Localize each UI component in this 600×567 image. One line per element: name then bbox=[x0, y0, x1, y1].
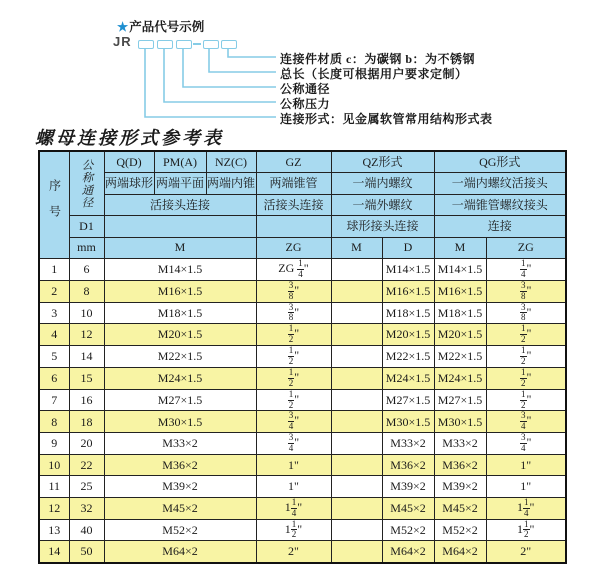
cell-qg-m: M39×2 bbox=[434, 476, 486, 497]
cell-qz-m bbox=[331, 346, 382, 368]
cell-m: M36×2 bbox=[104, 454, 256, 475]
cell-gz: $\frac{1}{2}$ " bbox=[256, 367, 331, 389]
cell-qz-d: M16×1.5 bbox=[382, 280, 434, 302]
table-row bbox=[39, 346, 566, 368]
table-row bbox=[39, 541, 566, 563]
cell-m: M16×1.5 bbox=[104, 280, 256, 302]
label-material: 连接件材质 c：为碳钢 b：为不锈钢 bbox=[280, 52, 476, 66]
cell-qz-d: M45×2 bbox=[382, 497, 434, 519]
connector-line bbox=[164, 47, 276, 102]
header-m: M bbox=[104, 237, 256, 258]
code-box-3 bbox=[176, 40, 192, 49]
header-qz-desc2: 一端外螺纹 bbox=[331, 194, 434, 215]
cell-m: M14×1.5 bbox=[104, 258, 256, 280]
cell-seq: 10 bbox=[39, 454, 69, 475]
label-total-length: 总长（长度可根据用户要求定制） bbox=[280, 67, 468, 81]
cell-seq: 8 bbox=[39, 411, 69, 433]
connector-line bbox=[183, 47, 276, 87]
cell-qz-m bbox=[331, 519, 382, 541]
cell-seq: 7 bbox=[39, 389, 69, 411]
table-row bbox=[39, 302, 566, 324]
table-row bbox=[39, 324, 566, 346]
cell-qg-m: M30×1.5 bbox=[434, 411, 486, 433]
header-qz-d: D bbox=[382, 237, 434, 258]
header-col-nz: NZ(C) bbox=[206, 151, 256, 173]
cell-qz-d: M14×1.5 bbox=[382, 258, 434, 280]
cell-m: M30×1.5 bbox=[104, 411, 256, 433]
cell-qz-d: M24×1.5 bbox=[382, 367, 434, 389]
cell-gz: 1 $\frac{1}{4}$ " bbox=[256, 497, 331, 519]
cell-qg-m: M22×1.5 bbox=[434, 346, 486, 368]
code-dash bbox=[193, 43, 201, 45]
cell-qg-zg: $\frac{1}{2}$ " bbox=[486, 324, 566, 346]
cell-qz-m bbox=[331, 389, 382, 411]
cell-m: M24×1.5 bbox=[104, 367, 256, 389]
cell-m: M52×2 bbox=[104, 519, 256, 541]
header-blank-gz bbox=[256, 216, 331, 237]
cell-qg-zg: $\frac{3}{4}$ " bbox=[486, 433, 566, 455]
cell-qg-m: M45×2 bbox=[434, 497, 486, 519]
cell-mm: 40 bbox=[69, 519, 104, 541]
cell-seq: 6 bbox=[39, 367, 69, 389]
label-nominal-pressure: 公称压力 bbox=[280, 97, 331, 111]
cell-qg-zg: 1 $\frac{1}{2}$ " bbox=[486, 519, 566, 541]
header-zg: ZG bbox=[256, 237, 331, 258]
cell-m: M22×1.5 bbox=[104, 346, 256, 368]
table-header bbox=[39, 151, 566, 258]
table-row bbox=[39, 389, 566, 411]
table-row bbox=[39, 258, 566, 280]
table-row bbox=[39, 497, 566, 519]
header-qg-desc2: 一端锥管螺纹接头 bbox=[434, 194, 566, 215]
header-qz-desc1: 一端内螺纹 bbox=[331, 173, 434, 194]
cell-m: M64×2 bbox=[104, 541, 256, 563]
cell-seq: 12 bbox=[39, 497, 69, 519]
header-col-qz: QZ形式 bbox=[331, 151, 434, 173]
header-nz-desc: 两端内锥 bbox=[206, 173, 256, 194]
cell-mm: 50 bbox=[69, 541, 104, 563]
cell-seq: 14 bbox=[39, 541, 69, 563]
cell-qz-d: M18×1.5 bbox=[382, 302, 434, 324]
label-nominal-diameter: 公称通径 bbox=[280, 82, 331, 96]
code-box-2 bbox=[157, 40, 173, 49]
cell-qg-m: M36×2 bbox=[434, 454, 486, 475]
cell-seq: 13 bbox=[39, 519, 69, 541]
cell-qg-zg: $\frac{1}{4}$ " bbox=[486, 258, 566, 280]
header-gz-desc: 两端锥管 bbox=[256, 173, 331, 194]
cell-qz-m bbox=[331, 497, 382, 519]
cell-gz: $\frac{1}{2}$ " bbox=[256, 324, 331, 346]
cell-m: M18×1.5 bbox=[104, 302, 256, 324]
cell-qz-d: M36×2 bbox=[382, 454, 434, 475]
label-connection-form: 连接形式：见金属软管常用结构形式表 bbox=[280, 112, 493, 126]
diagram-heading-text: 产品代号示例 bbox=[129, 20, 205, 34]
cell-gz: 1" bbox=[256, 476, 331, 497]
cell-qz-d: M22×1.5 bbox=[382, 346, 434, 368]
cell-seq: 11 bbox=[39, 476, 69, 497]
cell-qg-zg: 2" bbox=[486, 541, 566, 563]
cell-qg-zg: $\frac{3}{8}$ " bbox=[486, 302, 566, 324]
header-col-gz: GZ bbox=[256, 151, 331, 173]
cell-qz-m bbox=[331, 476, 382, 497]
cell-qg-m: M14×1.5 bbox=[434, 258, 486, 280]
header-qg-m: M bbox=[434, 237, 486, 258]
cell-qz-m bbox=[331, 258, 382, 280]
nut-connection-table bbox=[38, 150, 567, 564]
table-title: 螺母连接形式参考表 bbox=[35, 128, 224, 149]
header-d1: D1 bbox=[69, 216, 104, 237]
cell-seq: 2 bbox=[39, 280, 69, 302]
cell-seq: 4 bbox=[39, 324, 69, 346]
header-qz-m: M bbox=[331, 237, 382, 258]
table-row bbox=[39, 280, 566, 302]
header-qg-desc1: 一端内螺纹活接头 bbox=[434, 173, 566, 194]
cell-qg-m: M20×1.5 bbox=[434, 324, 486, 346]
cell-qg-zg: $\frac{1}{2}$ " bbox=[486, 346, 566, 368]
cell-qg-m: M27×1.5 bbox=[434, 389, 486, 411]
header-col-qg: QG形式 bbox=[434, 151, 566, 173]
cell-qg-zg: 1" bbox=[486, 476, 566, 497]
cell-mm: 8 bbox=[69, 280, 104, 302]
cell-m: M39×2 bbox=[104, 476, 256, 497]
diagram-heading bbox=[117, 17, 204, 35]
table-row bbox=[39, 411, 566, 433]
header-pm-desc: 两端平面 bbox=[154, 173, 206, 194]
cell-mm: 10 bbox=[69, 302, 104, 324]
cell-mm: 6 bbox=[69, 258, 104, 280]
code-box-5 bbox=[221, 40, 237, 49]
table-row bbox=[39, 519, 566, 541]
cell-mm: 15 bbox=[69, 367, 104, 389]
cell-gz: ZG $\frac{1}{4}$ " bbox=[256, 258, 331, 280]
header-gz-connection: 活接头连接 bbox=[256, 194, 331, 215]
cell-gz: $\frac{3}{8}$ " bbox=[256, 302, 331, 324]
header-qg-connection: 连接 bbox=[434, 216, 566, 237]
cell-qg-m: M33×2 bbox=[434, 433, 486, 455]
cell-mm: 32 bbox=[69, 497, 104, 519]
cell-qz-m bbox=[331, 367, 382, 389]
cell-qz-m bbox=[331, 541, 382, 563]
cell-qg-zg: 1" bbox=[486, 454, 566, 475]
cell-gz: 1" bbox=[256, 454, 331, 475]
cell-qg-m: M18×1.5 bbox=[434, 302, 486, 324]
cell-gz: $\frac{3}{4}$ " bbox=[256, 433, 331, 455]
cell-mm: 20 bbox=[69, 433, 104, 455]
cell-mm: 22 bbox=[69, 454, 104, 475]
header-blank-m bbox=[104, 216, 256, 237]
cell-qg-m: M16×1.5 bbox=[434, 280, 486, 302]
table-row bbox=[39, 367, 566, 389]
cell-qz-d: M52×2 bbox=[382, 519, 434, 541]
cell-qz-d: M64×2 bbox=[382, 541, 434, 563]
header-mm: mm bbox=[69, 237, 104, 258]
header-col-q: Q(D) bbox=[104, 151, 154, 173]
cell-seq: 3 bbox=[39, 302, 69, 324]
cell-mm: 12 bbox=[69, 324, 104, 346]
table-row bbox=[39, 433, 566, 455]
cell-gz: 2" bbox=[256, 541, 331, 563]
cell-mm: 16 bbox=[69, 389, 104, 411]
cell-gz: $\frac{3}{8}$ " bbox=[256, 280, 331, 302]
cell-qz-d: M30×1.5 bbox=[382, 411, 434, 433]
cell-qz-m bbox=[331, 454, 382, 475]
code-box-4 bbox=[203, 40, 219, 49]
table-row bbox=[39, 454, 566, 475]
cell-mm: 18 bbox=[69, 411, 104, 433]
cell-qz-m bbox=[331, 433, 382, 455]
cell-m: M33×2 bbox=[104, 433, 256, 455]
code-box-1 bbox=[138, 40, 154, 49]
cell-qz-d: M33×2 bbox=[382, 433, 434, 455]
cell-m: M45×2 bbox=[104, 497, 256, 519]
cell-qg-m: M24×1.5 bbox=[434, 367, 486, 389]
cell-gz: 1 $\frac{1}{2}$ " bbox=[256, 519, 331, 541]
table-row bbox=[39, 476, 566, 497]
header-col-pm: PM(A) bbox=[154, 151, 206, 173]
table-body bbox=[39, 258, 566, 562]
connector-line bbox=[209, 47, 276, 72]
cell-qg-zg: $\frac{1}{2}$ " bbox=[486, 367, 566, 389]
header-nominal-diameter: 公称通径 bbox=[69, 151, 104, 216]
cell-qz-d: M39×2 bbox=[382, 476, 434, 497]
cell-seq: 9 bbox=[39, 433, 69, 455]
header-union-connection: 活接头连接 bbox=[104, 194, 256, 215]
cell-gz: $\frac{1}{2}$ " bbox=[256, 389, 331, 411]
cell-qz-d: M20×1.5 bbox=[382, 324, 434, 346]
cell-mm: 25 bbox=[69, 476, 104, 497]
cell-m: M20×1.5 bbox=[104, 324, 256, 346]
cell-gz: $\frac{3}{4}$ " bbox=[256, 411, 331, 433]
cell-qz-m bbox=[331, 302, 382, 324]
cell-m: M27×1.5 bbox=[104, 389, 256, 411]
cell-qg-zg: $\frac{1}{2}$ " bbox=[486, 389, 566, 411]
cell-qz-m bbox=[331, 411, 382, 433]
cell-qz-d: M27×1.5 bbox=[382, 389, 434, 411]
cell-qz-m bbox=[331, 324, 382, 346]
code-prefix: JR bbox=[113, 34, 132, 49]
cell-qg-m: M52×2 bbox=[434, 519, 486, 541]
cell-qz-m bbox=[331, 280, 382, 302]
star-icon: ★ bbox=[117, 20, 129, 34]
header-q-desc: 两端球形 bbox=[104, 173, 154, 194]
header-qg-zg: ZG bbox=[486, 237, 566, 258]
cell-seq: 5 bbox=[39, 346, 69, 368]
cell-qg-zg: $\frac{3}{8}$ " bbox=[486, 280, 566, 302]
cell-gz: $\frac{1}{2}$ " bbox=[256, 346, 331, 368]
cell-qg-zg: $\frac{3}{4}$ " bbox=[486, 411, 566, 433]
cell-qg-m: M64×2 bbox=[434, 541, 486, 563]
header-seq: 序号 bbox=[39, 151, 69, 258]
cell-qg-zg: 1 $\frac{1}{4}$ " bbox=[486, 497, 566, 519]
header-qz-connection: 球形接头连接 bbox=[331, 216, 434, 237]
cell-seq: 1 bbox=[39, 258, 69, 280]
cell-mm: 14 bbox=[69, 346, 104, 368]
